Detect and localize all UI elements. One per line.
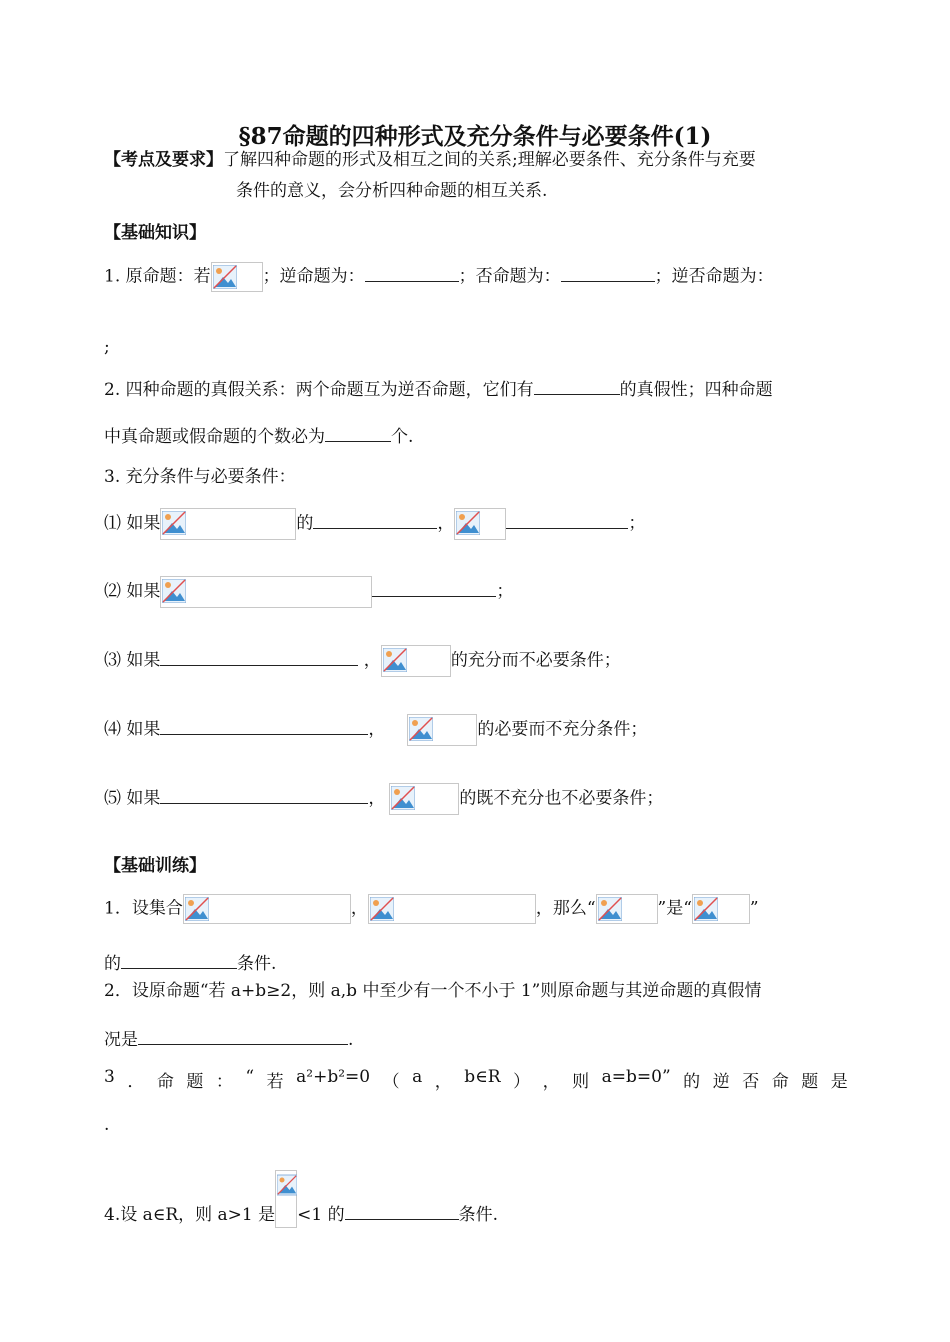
t1-comma: ， [350, 898, 368, 919]
t3-token: “ [245, 1067, 255, 1087]
q1-inverse-label: ；否命题为： [458, 266, 561, 287]
t1-close: ” [749, 898, 759, 919]
formula-image-icon [160, 508, 296, 540]
s3-comma: ， [358, 650, 381, 671]
formula-image-icon [368, 894, 536, 924]
formula-image-icon [389, 783, 459, 815]
q2-text-a: 2. 四种命题的真假关系：两个命题互为逆否命题，它们有 [104, 380, 534, 400]
training-heading: 【基础训练】 [104, 856, 206, 876]
t1-blank[interactable] [121, 950, 237, 969]
basics-q2-line1 [104, 376, 773, 402]
t3-token: ： [215, 1072, 233, 1092]
t4-mid: <1 的 [297, 1205, 345, 1225]
basics-q2-line2 [104, 423, 413, 449]
formula-image-icon [275, 1170, 297, 1228]
q2-text-d: 个. [391, 427, 414, 447]
s1-mid: 的 [296, 513, 314, 534]
t1-of: 的 [104, 954, 121, 974]
s1-blank-2[interactable] [506, 510, 628, 529]
q3-item-1 [104, 508, 645, 540]
formula-image-icon [692, 894, 750, 924]
q2-text-c: 中真命题或假命题的个数必为 [104, 427, 325, 447]
t3-token: 逆 [712, 1072, 730, 1092]
q2-text-b: 的真假性；四种命题 [619, 380, 773, 400]
s3-blank[interactable] [160, 647, 358, 666]
basics-q1 [104, 262, 774, 292]
t3-token: 命 [771, 1072, 789, 1092]
t3-token: （ [382, 1072, 400, 1092]
formula-image-icon [160, 576, 372, 608]
t3-token: a [412, 1067, 423, 1087]
q3-item-4 [104, 714, 647, 746]
training-t1 [104, 894, 759, 924]
s1-comma: ， [437, 513, 455, 534]
t3-token: 命 [156, 1072, 174, 1092]
requirements-label: 【考点及要求】 [104, 150, 223, 170]
s4-blank[interactable] [160, 716, 368, 735]
requirements-line2: 条件的意义，会分析四种命题的相互关系. [236, 181, 548, 201]
t3-token: 否 [742, 1072, 760, 1092]
s2-end: ； [496, 581, 514, 602]
formula-image-icon [381, 645, 451, 677]
training-t2-line2 [104, 1026, 353, 1052]
training-t3 [104, 1067, 848, 1092]
t3-token: 题 [186, 1072, 204, 1092]
requirements [104, 148, 756, 172]
formula-image-icon [454, 508, 506, 540]
q1-prefix: 1. 原命题：若 [104, 266, 211, 287]
q1-converse-blank[interactable] [365, 263, 459, 282]
basics-q3-title: 3. 充分条件与必要条件： [104, 467, 296, 487]
t4-end: 条件. [458, 1205, 499, 1225]
q2-blank-1[interactable] [534, 376, 620, 395]
t3-token: 题 [801, 1072, 819, 1092]
s3-prefix: ⑶ 如果 [104, 650, 161, 671]
training-t1-line2 [104, 950, 276, 976]
t3-token: 是 [830, 1072, 848, 1092]
t2-prefix: 况是 [104, 1030, 138, 1050]
formula-image-icon [407, 714, 477, 746]
training-t4 [104, 1170, 498, 1228]
s2-prefix: ⑵ 如果 [104, 581, 161, 602]
t3-token: a²+b²=0 [296, 1067, 371, 1087]
q3-item-5 [104, 783, 663, 815]
training-t2-line1: 2．设原命题“若 a+b≥2，则 a,b 中至少有一个不小于 1”则原命题与其逆命题的真假情 [104, 981, 762, 1001]
s4-prefix: ⑷ 如果 [104, 719, 161, 740]
t3-token: ） [513, 1072, 531, 1092]
t1-end: 条件. [237, 954, 277, 974]
page-title: §87命题的四种形式及充分条件与必要条件(1) [238, 123, 712, 150]
t4-prefix: 4.设 a∈R，则 a>1 是 [104, 1205, 276, 1225]
t3-token: ， [542, 1072, 560, 1092]
formula-image-icon [596, 894, 658, 924]
s3-end: 的充分而不必要条件； [450, 650, 621, 671]
s5-comma: ， [368, 788, 386, 809]
t1-prefix: 1．设集合 [104, 898, 183, 919]
t2-blank[interactable] [138, 1026, 348, 1045]
s1-end: ； [628, 513, 646, 534]
t3-token: a=b=0” [601, 1067, 671, 1087]
s5-end: 的既不充分也不必要条件； [459, 788, 664, 809]
t1-then: ，那么“ [535, 898, 596, 919]
s5-prefix: ⑸ 如果 [104, 788, 161, 809]
formula-image-icon [183, 894, 351, 924]
t3-token: ． [127, 1072, 145, 1092]
basics-heading: 【基础知识】 [104, 223, 206, 243]
s4-end: 的必要而不充分条件； [477, 719, 648, 740]
q1-end: ; [104, 337, 110, 357]
t3-token: ， [434, 1072, 452, 1092]
requirements-line1: 了解四种命题的形式及相互之间的关系;理解必要条件、充分条件与充要 [223, 150, 756, 170]
q3-item-2 [104, 576, 513, 608]
q1-contra-label: ；逆否命题为： [654, 266, 774, 287]
t2-end: . [348, 1030, 354, 1050]
s1-prefix: ⑴ 如果 [104, 513, 161, 534]
t3-token: 3 [104, 1067, 115, 1087]
q1-converse-label: ；逆命题为： [262, 266, 365, 287]
q2-blank-2[interactable] [325, 423, 391, 442]
t3-token: 的 [683, 1072, 701, 1092]
q3-item-3 [104, 645, 621, 677]
t3-token: b∈R [464, 1067, 501, 1087]
t1-is: ”是“ [657, 898, 692, 919]
s1-blank-1[interactable] [313, 510, 437, 529]
formula-image-icon [211, 262, 263, 292]
s5-blank[interactable] [160, 785, 368, 804]
s4-comma: ， [368, 719, 386, 740]
s2-blank[interactable] [372, 578, 496, 597]
t3-token: 则 [572, 1072, 590, 1092]
q1-inverse-blank[interactable] [561, 263, 655, 282]
t4-blank[interactable] [345, 1201, 459, 1220]
t3-token: 若 [266, 1072, 284, 1092]
t3-end: . [104, 1115, 110, 1135]
